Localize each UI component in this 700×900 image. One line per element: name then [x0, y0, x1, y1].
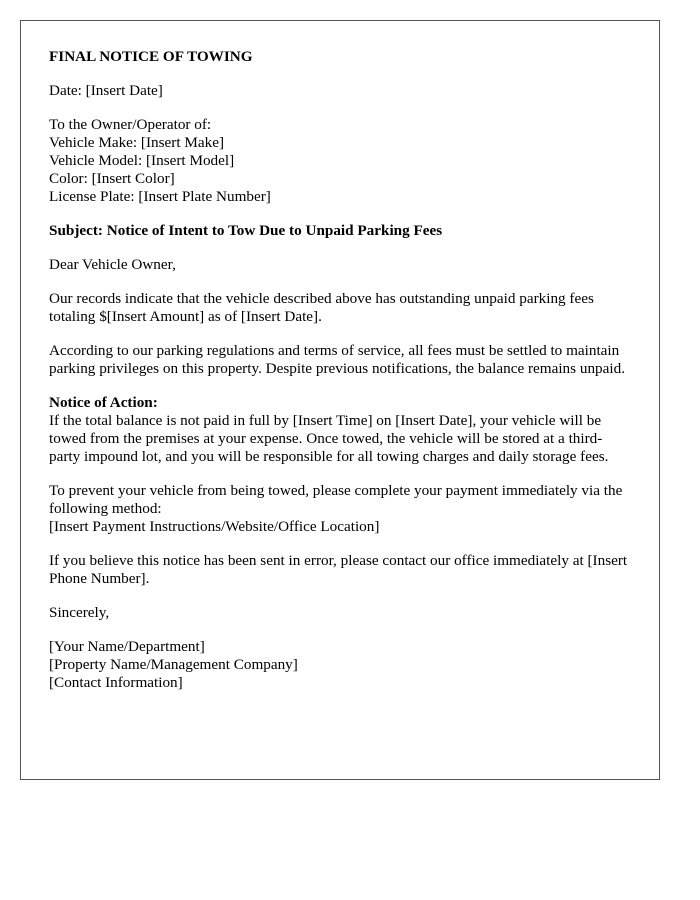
- letter-document: [20, 20, 660, 780]
- recipient-intro: To the Owner/Operator of:: [49, 116, 212, 133]
- prevent-text: To prevent your vehicle from being towed, please complete your payment immediately via the following method:: [49, 482, 623, 517]
- signature-name: [Your Name/Department]: [49, 638, 205, 655]
- vehicle-color: Color: [Insert Color]: [49, 170, 175, 187]
- date-line: Date: [Insert Date]: [49, 82, 163, 99]
- error-contact-paragraph: If you believe this notice has been sent in error, please contact our office immediately at [Insert Phone Number].: [49, 552, 628, 587]
- action-text: If the total balance is not paid in full by [Insert Time] on [Insert Date], your vehicle will be towed from the premises at your expense. Once towed, the vehicle will be stored at a third-party impound lot, and you will be responsible for all towing charges and daily storage fees.: [49, 412, 609, 465]
- vehicle-make: Vehicle Make: [Insert Make]: [49, 134, 225, 151]
- paragraph-outstanding-fees: Our records indicate that the vehicle described above has outstanding unpaid parking fees totaling $[Insert Amount] as of [Insert Date].: [49, 290, 594, 325]
- signature-company: [Property Name/Management Company]: [49, 656, 298, 673]
- notice-of-action-block: [49, 394, 631, 466]
- paragraph-regulations: According to our parking regulations and terms of service, all fees must be settled to maintain parking privileges on this property. Despite previous notifications, the balance remains unpaid.: [49, 342, 625, 377]
- payment-instructions: [Insert Payment Instructions/Website/Office Location]: [49, 518, 380, 535]
- action-heading: Notice of Action:: [49, 394, 158, 411]
- salutation: Dear Vehicle Owner,: [49, 256, 176, 273]
- recipient-block: [49, 116, 631, 206]
- license-plate: License Plate: [Insert Plate Number]: [49, 188, 271, 205]
- letter-title: FINAL NOTICE OF TOWING: [49, 48, 253, 65]
- subject-line: Subject: Notice of Intent to Tow Due to Unpaid Parking Fees: [49, 222, 443, 239]
- payment-block: [49, 482, 631, 536]
- signature-block: [49, 638, 631, 692]
- signature-contact: [Contact Information]: [49, 674, 183, 691]
- vehicle-model: Vehicle Model: [Insert Model]: [49, 152, 235, 169]
- closing: Sincerely,: [49, 604, 110, 621]
